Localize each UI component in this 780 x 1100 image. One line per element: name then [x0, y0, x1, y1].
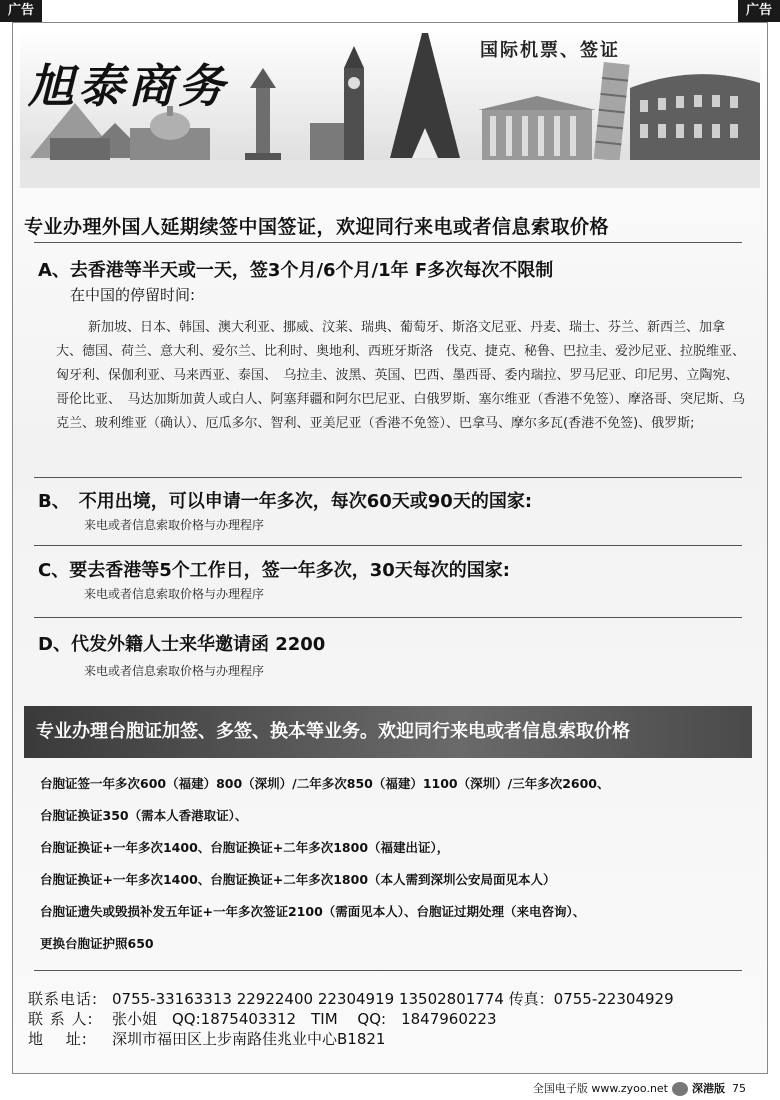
section-c-title: C、要去香港等5个工作日，签一年多次，30天每次的国家: [38, 560, 510, 581]
taiwan-price-line: 更换台胞证护照650 [40, 936, 154, 951]
taiwan-price-line: 台胞证签一年多次600（福建）800（深圳）/二年多次850（福建）1100（深圳）/三年多次2600、 [40, 776, 610, 791]
contact-address-value: 深圳市福田区上步南路佳兆业中心B1821 [112, 1030, 386, 1048]
section-d-note: 来电或者信息索取价格与办理程序 [84, 664, 265, 678]
section-b-title: B、 不用出境，可以申请一年多次，每次60天或90天的国家: [38, 491, 533, 512]
section-b-note: 来电或者信息索取价格与办理程序 [84, 518, 265, 532]
section-a-title: A、去香港等半天或一天，签3个月/6个月/1年 F多次每次不限制 [38, 260, 554, 281]
divider [34, 477, 742, 478]
page-number: 75 [732, 1082, 746, 1095]
sphinx-icon [50, 138, 110, 160]
taiwan-price-line: 台胞证换证350（需本人香港取证）、 [40, 808, 248, 823]
contact-address-label: 地 址: [28, 1030, 88, 1048]
visa-headline: 专业办理外国人延期续签中国签证，欢迎同行来电或者信息索取价格 [24, 216, 610, 238]
section-a-subtitle: 在中国的停留时间: [70, 286, 196, 304]
divider [34, 242, 742, 243]
divider [34, 970, 742, 971]
footer-edition: 全国电子版 www.zyoo.net [532, 1082, 668, 1095]
section-d-title: D、代发外籍人士来华邀请函 2200 [38, 634, 326, 655]
section-c-note: 来电或者信息索取价格与办理程序 [84, 587, 265, 601]
contact-person-value: 张小姐 QQ:1875403312 TIM QQ: 1847960223 [112, 1010, 497, 1028]
colosseum-icon [630, 74, 760, 160]
divider [34, 617, 742, 618]
brand-slogan: 国际机票、签证 [480, 40, 620, 61]
ad-tag-right: 广告 [738, 0, 780, 22]
divider [34, 545, 742, 546]
contact-person-label: 联 系 人: [28, 1010, 94, 1028]
taiwan-price-line: 台胞证遗失或毁损补发五年证+一年多次签证2100（需面见本人）、台胞证过期处理（来电咨询）、 [40, 904, 586, 919]
contact-person-row [28, 1008, 497, 1029]
section-a-country-list: 新加坡、日本、韩国、澳大利亚、挪威、汶莱、瑞典、葡萄牙、斯洛文尼亚、丹麦、瑞士、芬兰、新西兰、加拿大、德国、荷兰、意大利、爱尔兰、比利时、奥地利、西班牙斯洛 伐克、捷克、秘鲁、巴拉圭、爱沙尼亚、拉脱维亚、匈牙利、保伽利亚、马来西亚、泰国、 乌拉圭、波黑、英国、巴西、墨西哥、委内瑞拉、罗马尼亚、印尼男、立陶宛、哥伦比亚、 马达加斯加黄人或白人、阿塞拜疆和阿尔巴尼亚、白俄罗斯、塞尔维亚（香港不免签）、摩洛哥、突尼斯、乌克兰、玻利维亚（确认）、厄瓜多尔、智利、亚美尼亚（香港不免签）、巴拿马、摩尔多瓦(香港不免签)、俄罗斯; [56, 320, 746, 431]
page-footer [533, 1080, 746, 1096]
taiwan-price-line: 台胞证换证+一年多次1400、台胞证换证+二年多次1800（本人需到深圳公安局面见本人） [40, 872, 556, 887]
brand-name: 旭泰商务 [28, 59, 228, 113]
ad-tag-left: 广告 [0, 0, 42, 22]
contact-phone-value: 0755-33163313 22922400 22304919 13502801774 传真：0755-22304929 [112, 990, 674, 1008]
footer-region: 深港版 [692, 1082, 725, 1095]
statue-of-liberty-icon [256, 88, 270, 160]
taiwan-permit-banner: 专业办理台胞证加签、多签、换本等业务。欢迎同行来电或者信息索取价格 [24, 706, 752, 758]
taiwan-price-line: 台胞证换证+一年多次1400、台胞证换证+二年多次1800（福建出证）， [40, 840, 450, 855]
publication-logo-icon [672, 1082, 688, 1096]
contact-phone-row [28, 988, 674, 1009]
contact-phone-label: 联系电话: [28, 990, 99, 1008]
contact-address-row [28, 1028, 385, 1049]
